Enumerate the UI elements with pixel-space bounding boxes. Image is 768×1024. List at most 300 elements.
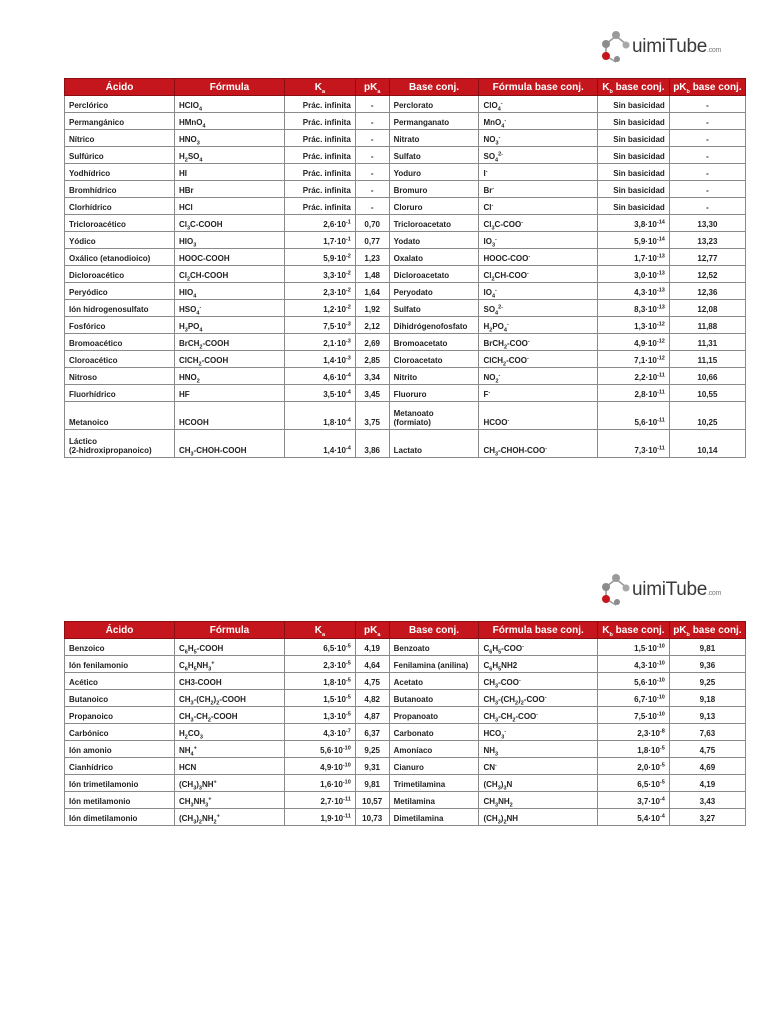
header-acid-name: Ácido bbox=[65, 622, 175, 639]
formula: BrCH$_2$-COOH bbox=[174, 334, 284, 351]
table-row bbox=[65, 741, 746, 758]
pka-value: - bbox=[355, 147, 389, 164]
table-row bbox=[65, 164, 746, 181]
conjugate-base: Oxalato bbox=[389, 249, 479, 266]
conjugate-base-formula: $Cl_2CH-COO^-$ bbox=[479, 266, 597, 283]
pka-value: 4,82 bbox=[355, 690, 389, 707]
kb-value: $1,7\cdot 10^{-13}$ bbox=[597, 249, 669, 266]
acid-name: Permangánico bbox=[65, 113, 175, 130]
table-row bbox=[65, 266, 746, 283]
kb-value: $5,6\cdot 10^{-11}$ bbox=[597, 402, 669, 430]
header-pka-value: $pK_a$ bbox=[355, 622, 389, 639]
pkb-value: 11,15 bbox=[669, 351, 745, 368]
conjugate-base: Perclorato bbox=[389, 96, 479, 113]
conjugate-base: Cloroacetato bbox=[389, 351, 479, 368]
acid-name: Cloroacético bbox=[65, 351, 175, 368]
pka-value: 4,75 bbox=[355, 673, 389, 690]
table-row bbox=[65, 334, 746, 351]
table-header-row bbox=[65, 79, 746, 96]
table-row bbox=[65, 317, 746, 334]
pka-value: 2,12 bbox=[355, 317, 389, 334]
conjugate-base-formula: $(CH_3)_3N$ bbox=[479, 775, 597, 792]
formula: $CH_3NH_3^+$ bbox=[174, 792, 284, 809]
conjugate-base: Lactato bbox=[389, 430, 479, 458]
acid-name: Bromhídrico bbox=[65, 181, 175, 198]
table-row bbox=[65, 707, 746, 724]
acid-name: Sulfúrico bbox=[65, 147, 175, 164]
acid-table-strong-moderate bbox=[64, 78, 746, 458]
acid-name: Ión dimetilamonio bbox=[65, 809, 175, 826]
acid-name: Clorhídrico bbox=[65, 198, 175, 215]
kb-value: $2,3\cdot 10^{-8}$ bbox=[597, 724, 669, 741]
pka-value: 1,64 bbox=[355, 283, 389, 300]
pka-value: 4,19 bbox=[355, 639, 389, 656]
table-row bbox=[65, 775, 746, 792]
conjugate-base-formula: $IO_4^-$ bbox=[479, 283, 597, 300]
conjugate-base-formula: $NO_2^-$ bbox=[479, 368, 597, 385]
pkb-value: 13,23 bbox=[669, 232, 745, 249]
ka-value: Prác. infinita bbox=[284, 130, 355, 147]
conjugate-base-formula: $SO_4^{2-}$ bbox=[479, 147, 597, 164]
acid-name: Acético bbox=[65, 673, 175, 690]
conjugate-base: Dihidrógenofosfato bbox=[389, 317, 479, 334]
header-ka-value: $K_a$ bbox=[284, 622, 355, 639]
pka-value: 4,87 bbox=[355, 707, 389, 724]
acid-name: Ión trimetilamonio bbox=[65, 775, 175, 792]
table-row bbox=[65, 792, 746, 809]
header-kb-value: $K_b$ base conj. bbox=[597, 622, 669, 639]
pka-value: 4,64 bbox=[355, 656, 389, 673]
conjugate-base-formula: $CH_3-(CH_2)_2-COO^-$ bbox=[479, 690, 597, 707]
kb-value: $8,3\cdot 10^{-13}$ bbox=[597, 300, 669, 317]
pka-value: 0,77 bbox=[355, 232, 389, 249]
conjugate-base-formula: $HCO_3^-$ bbox=[479, 724, 597, 741]
formula: HF bbox=[174, 385, 284, 402]
kb-value: $5,9\cdot 10^{-14}$ bbox=[597, 232, 669, 249]
conjugate-base: Carbonato bbox=[389, 724, 479, 741]
conjugate-base-formula: Cl- bbox=[479, 198, 597, 215]
formula: $H_3PO_4$ bbox=[174, 317, 284, 334]
conjugate-base-formula: HOOC-COO- bbox=[479, 249, 597, 266]
acid-name: Peryódico bbox=[65, 283, 175, 300]
header-ka-value: $K_a$ bbox=[284, 79, 355, 96]
conjugate-base-formula: Br- bbox=[479, 181, 597, 198]
logo-wordmark: uimiTube.com bbox=[632, 578, 722, 600]
conjugate-base-formula: $Cl_3C-COO^-$ bbox=[479, 215, 597, 232]
table-row bbox=[65, 198, 746, 215]
conjugate-base-formula: $NO_3^-$ bbox=[479, 130, 597, 147]
kb-value: $2,8\cdot 10^{-11}$ bbox=[597, 385, 669, 402]
acid-name: Ión amonio bbox=[65, 741, 175, 758]
conjugate-base: Permanganato bbox=[389, 113, 479, 130]
pka-value: 3,34 bbox=[355, 368, 389, 385]
pka-value: 9,81 bbox=[355, 775, 389, 792]
acid-name: Bromoacético bbox=[65, 334, 175, 351]
table-header-row bbox=[65, 622, 746, 639]
formula: $CH_3-CH_2$-COOH bbox=[174, 707, 284, 724]
acid-name: Ión fenilamonio bbox=[65, 656, 175, 673]
formula: $C_6H_5$-COOH bbox=[174, 639, 284, 656]
header-conjugate-base: Base conj. bbox=[389, 79, 479, 96]
table-row bbox=[65, 809, 746, 826]
pkb-value: 9,81 bbox=[669, 639, 745, 656]
acid-name: Oxálico (etanodioico) bbox=[65, 249, 175, 266]
formula: $H_2CO_3$ bbox=[174, 724, 284, 741]
pkb-value: - bbox=[669, 181, 745, 198]
table-row bbox=[65, 300, 746, 317]
conjugate-base-formula: $IO_3^-$ bbox=[479, 232, 597, 249]
formula: ClCH$_2$-COOH bbox=[174, 351, 284, 368]
header-conjugate-base-formula: Fórmula base conj. bbox=[479, 622, 597, 639]
pkb-value: 11,31 bbox=[669, 334, 745, 351]
pka-value: 2,69 bbox=[355, 334, 389, 351]
acid-name: Fluorhídrico bbox=[65, 385, 175, 402]
pkb-value: 9,36 bbox=[669, 656, 745, 673]
conjugate-base: Nitrito bbox=[389, 368, 479, 385]
ka-value: Prác. infinita bbox=[284, 96, 355, 113]
ka-value: $5,9\cdot 10^{-2}$ bbox=[284, 249, 355, 266]
pka-value: 1,48 bbox=[355, 266, 389, 283]
ka-value: $2,7\cdot 10^{-11}$ bbox=[284, 792, 355, 809]
kb-value: $3,8\cdot 10^{-14}$ bbox=[597, 215, 669, 232]
logo-wordmark: uimiTube.com bbox=[632, 35, 722, 57]
conjugate-base: Yodato bbox=[389, 232, 479, 249]
pkb-value: 4,75 bbox=[669, 741, 745, 758]
formula: $HIO_3$ bbox=[174, 232, 284, 249]
table-row bbox=[65, 724, 746, 741]
conjugate-base: Peryodato bbox=[389, 283, 479, 300]
table-row bbox=[65, 673, 746, 690]
acid-name: Carbónico bbox=[65, 724, 175, 741]
conjugate-base: Tricloroacetato bbox=[389, 215, 479, 232]
ka-value: $2,3\cdot 10^{-5}$ bbox=[284, 656, 355, 673]
header-conjugate-base: Base conj. bbox=[389, 622, 479, 639]
pkb-value: 10,14 bbox=[669, 430, 745, 458]
pkb-value: - bbox=[669, 147, 745, 164]
kb-value: $4,3\cdot 10^{-10}$ bbox=[597, 656, 669, 673]
table-row bbox=[65, 430, 746, 458]
kb-value: $7,3\cdot 10^{-11}$ bbox=[597, 430, 669, 458]
conjugate-base-formula: $H_2PO_4^-$ bbox=[479, 317, 597, 334]
pka-value: - bbox=[355, 96, 389, 113]
table-row bbox=[65, 656, 746, 673]
table-row bbox=[65, 385, 746, 402]
formula: $HNO_2$ bbox=[174, 368, 284, 385]
conjugate-base: Benzoato bbox=[389, 639, 479, 656]
conjugate-base: Metanoato (formiato) bbox=[389, 402, 479, 430]
kb-value: Sin basicidad bbox=[597, 198, 669, 215]
pka-value: 3,86 bbox=[355, 430, 389, 458]
pkb-value: 13,30 bbox=[669, 215, 745, 232]
table-row bbox=[65, 351, 746, 368]
kb-value: Sin basicidad bbox=[597, 181, 669, 198]
pka-value: 0,70 bbox=[355, 215, 389, 232]
conjugate-base: Dimetilamina bbox=[389, 809, 479, 826]
pkb-value: - bbox=[669, 113, 745, 130]
pkb-value: 10,66 bbox=[669, 368, 745, 385]
header-formula: Fórmula bbox=[174, 622, 284, 639]
header-conjugate-base-formula: Fórmula base conj. bbox=[479, 79, 597, 96]
conjugate-base-formula: ClO$_4$- bbox=[479, 96, 597, 113]
kb-value: $1,5\cdot 10^{-10}$ bbox=[597, 639, 669, 656]
table-row bbox=[65, 181, 746, 198]
conjugate-base: Bromoacetato bbox=[389, 334, 479, 351]
formula: $CH_3-(CH_2)_2$-COOH bbox=[174, 690, 284, 707]
kb-value: $5,4\cdot 10^{-4}$ bbox=[597, 809, 669, 826]
formula: $NH_4^+$ bbox=[174, 741, 284, 758]
formula: $H_2SO_4$ bbox=[174, 147, 284, 164]
pka-value: - bbox=[355, 113, 389, 130]
ka-value: $3,3\cdot 10^{-2}$ bbox=[284, 266, 355, 283]
kb-value: $7,5\cdot 10^{-10}$ bbox=[597, 707, 669, 724]
ka-value: $3,5\cdot 10^{-4}$ bbox=[284, 385, 355, 402]
formula: HBr bbox=[174, 181, 284, 198]
pkb-value: - bbox=[669, 198, 745, 215]
ka-value: $1,5\cdot 10^{-5}$ bbox=[284, 690, 355, 707]
conjugate-base: Trimetilamina bbox=[389, 775, 479, 792]
formula: $(CH_3)_2NH_2^+$ bbox=[174, 809, 284, 826]
acid-name: Dicloroacético bbox=[65, 266, 175, 283]
acid-name: Fosfórico bbox=[65, 317, 175, 334]
acid-name: Yódico bbox=[65, 232, 175, 249]
acid-table-weak bbox=[64, 621, 746, 826]
pka-value: - bbox=[355, 198, 389, 215]
conjugate-base-formula: ClCH$_2$-COO- bbox=[479, 351, 597, 368]
conjugate-base: Sulfato bbox=[389, 300, 479, 317]
formula: HCN bbox=[174, 758, 284, 775]
pkb-value: - bbox=[669, 130, 745, 147]
table-row bbox=[65, 283, 746, 300]
ka-value: Prác. infinita bbox=[284, 164, 355, 181]
conjugate-base-formula: I- bbox=[479, 164, 597, 181]
conjugate-base-formula: $CH_3NH_2$ bbox=[479, 792, 597, 809]
pkb-value: 4,69 bbox=[669, 758, 745, 775]
quimitube-logo bbox=[598, 28, 721, 64]
ka-value: $4,3\cdot 10^{-7}$ bbox=[284, 724, 355, 741]
header-kb-value: $K_b$ base conj. bbox=[597, 79, 669, 96]
acid-name: Perclórico bbox=[65, 96, 175, 113]
formula: $HSO_4^-$ bbox=[174, 300, 284, 317]
pka-value: 2,85 bbox=[355, 351, 389, 368]
molecule-logo-icon bbox=[598, 571, 634, 607]
ka-value: $2,1\cdot 10^{-3}$ bbox=[284, 334, 355, 351]
ka-value: $1,4\cdot 10^{-3}$ bbox=[284, 351, 355, 368]
kb-value: $7,1\cdot 10^{-12}$ bbox=[597, 351, 669, 368]
conjugate-base: Cianuro bbox=[389, 758, 479, 775]
conjugate-base: Sulfato bbox=[389, 147, 479, 164]
pka-value: 9,31 bbox=[355, 758, 389, 775]
header-pkb-value: $pK_b$ base conj. bbox=[669, 79, 745, 96]
table-row bbox=[65, 402, 746, 430]
conjugate-base: Dicloroacetato bbox=[389, 266, 479, 283]
pkb-value: 12,08 bbox=[669, 300, 745, 317]
acid-name: Ión hidrogenosulfato bbox=[65, 300, 175, 317]
ka-value: $1,9\cdot 10^{-11}$ bbox=[284, 809, 355, 826]
conjugate-base-formula: $CH_3-COO^-$ bbox=[479, 673, 597, 690]
formula: $HNO_3$ bbox=[174, 130, 284, 147]
kb-value: $1,3\cdot 10^{-12}$ bbox=[597, 317, 669, 334]
kb-value: Sin basicidad bbox=[597, 164, 669, 181]
ka-value: $2,3\cdot 10^{-2}$ bbox=[284, 283, 355, 300]
pkb-value: 10,25 bbox=[669, 402, 745, 430]
pkb-value: - bbox=[669, 164, 745, 181]
ka-value: Prác. infinita bbox=[284, 181, 355, 198]
table-row bbox=[65, 368, 746, 385]
pkb-value: - bbox=[669, 96, 745, 113]
ka-value: $2,6\cdot 10^{-1}$ bbox=[284, 215, 355, 232]
pka-value: 3,45 bbox=[355, 385, 389, 402]
conjugate-base-formula: $CH_3-CHOH-COO^-$ bbox=[479, 430, 597, 458]
pkb-value: 12,52 bbox=[669, 266, 745, 283]
conjugate-base: Propanoato bbox=[389, 707, 479, 724]
table-row bbox=[65, 215, 746, 232]
formula: $HIO_4$ bbox=[174, 283, 284, 300]
conjugate-base-formula: F- bbox=[479, 385, 597, 402]
kb-value: $1,8\cdot 10^{-5}$ bbox=[597, 741, 669, 758]
conjugate-base-formula: BrCH$_2$-COO- bbox=[479, 334, 597, 351]
acid-name: Láctico (2-hidroxipropanoico) bbox=[65, 430, 175, 458]
conjugate-base: Butanoato bbox=[389, 690, 479, 707]
conjugate-base-formula: $NH_3$ bbox=[479, 741, 597, 758]
ka-value: $6,5\cdot 10^{-5}$ bbox=[284, 639, 355, 656]
acid-name: Cianhídrico bbox=[65, 758, 175, 775]
kb-value: Sin basicidad bbox=[597, 113, 669, 130]
ka-value: $4,6\cdot 10^{-4}$ bbox=[284, 368, 355, 385]
pka-value: 9,25 bbox=[355, 741, 389, 758]
kb-value: Sin basicidad bbox=[597, 130, 669, 147]
kb-value: $6,5\cdot 10^{-5}$ bbox=[597, 775, 669, 792]
conjugate-base: Bromuro bbox=[389, 181, 479, 198]
pka-value: 6,37 bbox=[355, 724, 389, 741]
kb-value: $3,0\cdot 10^{-13}$ bbox=[597, 266, 669, 283]
table-row bbox=[65, 639, 746, 656]
conjugate-base: Yoduro bbox=[389, 164, 479, 181]
pkb-value: 11,88 bbox=[669, 317, 745, 334]
ka-value: $1,8\cdot 10^{-4}$ bbox=[284, 402, 355, 430]
quimitube-logo bbox=[598, 571, 721, 607]
acid-name: Benzoico bbox=[65, 639, 175, 656]
conjugate-base: Fluoruro bbox=[389, 385, 479, 402]
pkb-value: 9,25 bbox=[669, 673, 745, 690]
formula: $C_6H_5NH_3^+$ bbox=[174, 656, 284, 673]
pka-value: - bbox=[355, 181, 389, 198]
formula: HCl bbox=[174, 198, 284, 215]
formula: HMnO$_4$ bbox=[174, 113, 284, 130]
table-row bbox=[65, 96, 746, 113]
acid-name: Nítrico bbox=[65, 130, 175, 147]
pka-value: 1,92 bbox=[355, 300, 389, 317]
formula: $CH_3-CHOH$-COOH bbox=[174, 430, 284, 458]
kb-value: $3,7\cdot 10^{-4}$ bbox=[597, 792, 669, 809]
ka-value: $1,3\cdot 10^{-5}$ bbox=[284, 707, 355, 724]
table-row bbox=[65, 130, 746, 147]
ka-value: $1,4\cdot 10^{-4}$ bbox=[284, 430, 355, 458]
conjugate-base: Nitrato bbox=[389, 130, 479, 147]
pkb-value: 7,63 bbox=[669, 724, 745, 741]
conjugate-base-formula: $CH_3-CH_2-COO^-$ bbox=[479, 707, 597, 724]
kb-value: $6,7\cdot 10^{-10}$ bbox=[597, 690, 669, 707]
kb-value: $4,3\cdot 10^{-13}$ bbox=[597, 283, 669, 300]
table-row bbox=[65, 690, 746, 707]
table-row bbox=[65, 232, 746, 249]
pkb-value: 9,18 bbox=[669, 690, 745, 707]
acid-name: Ión metilamonio bbox=[65, 792, 175, 809]
pka-value: 1,23 bbox=[355, 249, 389, 266]
pka-value: 10,73 bbox=[355, 809, 389, 826]
conjugate-base-formula: $SO_4^{2-}$ bbox=[479, 300, 597, 317]
kb-value: $4,9\cdot 10^{-12}$ bbox=[597, 334, 669, 351]
conjugate-base-formula: $(CH_3)_2NH$ bbox=[479, 809, 597, 826]
ka-value: $7,5\cdot 10^{-3}$ bbox=[284, 317, 355, 334]
formula: $Cl_2CH$-COOH bbox=[174, 266, 284, 283]
table-row bbox=[65, 758, 746, 775]
formula: $(CH_3)_3NH^+$ bbox=[174, 775, 284, 792]
acid-name: Tricloroacético bbox=[65, 215, 175, 232]
formula: $Cl_3C$-COOH bbox=[174, 215, 284, 232]
acid-name: Nitroso bbox=[65, 368, 175, 385]
formula: CH3-COOH bbox=[174, 673, 284, 690]
conjugate-base-formula: CN- bbox=[479, 758, 597, 775]
formula: HCOOH bbox=[174, 402, 284, 430]
ka-value: Prác. infinita bbox=[284, 113, 355, 130]
kb-value: Sin basicidad bbox=[597, 96, 669, 113]
kb-value: $2,2\cdot 10^{-11}$ bbox=[597, 368, 669, 385]
pkb-value: 3,43 bbox=[669, 792, 745, 809]
ka-value: $1,6\cdot 10^{-10}$ bbox=[284, 775, 355, 792]
acid-name: Propanoico bbox=[65, 707, 175, 724]
conjugate-base-formula: $C_6H_5-COO^-$ bbox=[479, 639, 597, 656]
pkb-value: 3,27 bbox=[669, 809, 745, 826]
conjugate-base-formula: MnO$_4$- bbox=[479, 113, 597, 130]
header-pkb-value: $pK_b$ base conj. bbox=[669, 622, 745, 639]
pkb-value: 12,77 bbox=[669, 249, 745, 266]
conjugate-base: Fenilamina (anilina) bbox=[389, 656, 479, 673]
pkb-value: 4,19 bbox=[669, 775, 745, 792]
conjugate-base: Amoníaco bbox=[389, 741, 479, 758]
conjugate-base: Acetato bbox=[389, 673, 479, 690]
molecule-logo-icon bbox=[598, 28, 634, 64]
kb-value: $2,0\cdot 10^{-5}$ bbox=[597, 758, 669, 775]
table-row bbox=[65, 147, 746, 164]
ka-value: Prác. infinita bbox=[284, 147, 355, 164]
conjugate-base-formula: HCOO- bbox=[479, 402, 597, 430]
pkb-value: 12,36 bbox=[669, 283, 745, 300]
acid-name: Butanoico bbox=[65, 690, 175, 707]
ka-value: $1,8\cdot 10^{-5}$ bbox=[284, 673, 355, 690]
ka-value: $5,6\cdot 10^{-10}$ bbox=[284, 741, 355, 758]
pka-value: 10,57 bbox=[355, 792, 389, 809]
pkb-value: 9,13 bbox=[669, 707, 745, 724]
ka-value: $4,9\cdot 10^{-10}$ bbox=[284, 758, 355, 775]
ka-value: Prác. infinita bbox=[284, 198, 355, 215]
formula: HI bbox=[174, 164, 284, 181]
header-formula: Fórmula bbox=[174, 79, 284, 96]
kb-value: Sin basicidad bbox=[597, 147, 669, 164]
conjugate-base: Metilamina bbox=[389, 792, 479, 809]
table-row bbox=[65, 249, 746, 266]
ka-value: $1,7\cdot 10^{-1}$ bbox=[284, 232, 355, 249]
acid-name: Yodhídrico bbox=[65, 164, 175, 181]
conjugate-base: Cloruro bbox=[389, 198, 479, 215]
conjugate-base-formula: $C_6H_5NH2$ bbox=[479, 656, 597, 673]
acid-name: Metanoico bbox=[65, 402, 175, 430]
formula: HClO$_4$ bbox=[174, 96, 284, 113]
ka-value: $1,2\cdot 10^{-2}$ bbox=[284, 300, 355, 317]
kb-value: $5,6\cdot 10^{-10}$ bbox=[597, 673, 669, 690]
header-acid-name: Ácido bbox=[65, 79, 175, 96]
formula: HOOC-COOH bbox=[174, 249, 284, 266]
pka-value: - bbox=[355, 164, 389, 181]
